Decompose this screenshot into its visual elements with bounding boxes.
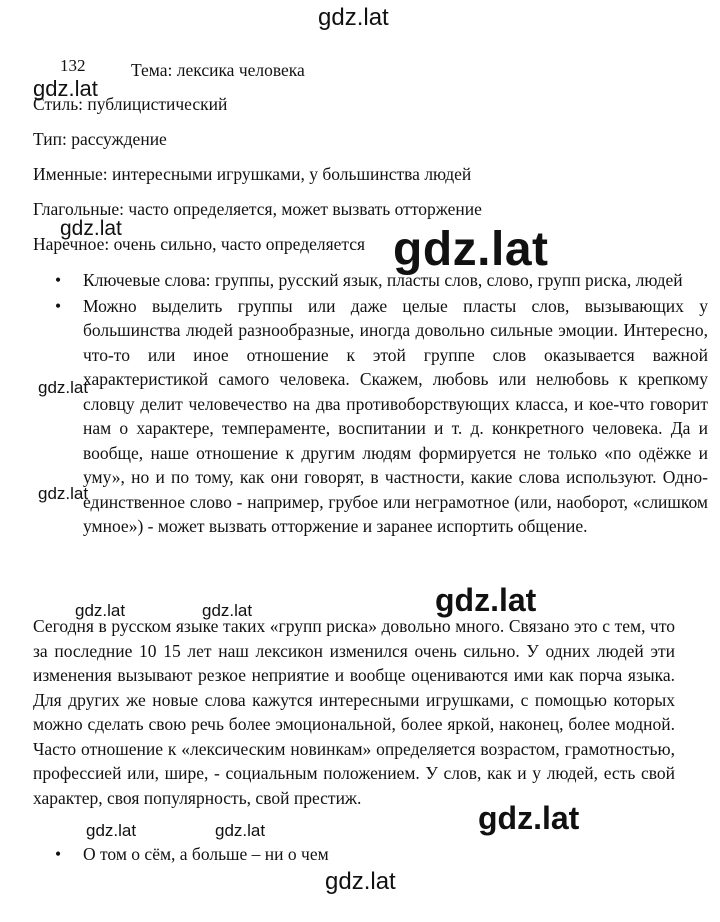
bullet-text: Ключевые слова: группы, русский язык, пласты слов, слово, групп риска, людей xyxy=(83,270,683,290)
watermark-left-3: gdz.lat xyxy=(38,378,89,397)
bullet-dot: • xyxy=(55,844,62,864)
watermark-big-2: gdz.lat xyxy=(435,582,537,618)
watermark-left-1: gdz.lat xyxy=(33,76,98,101)
watermark-left-4: gdz.lat xyxy=(38,484,89,503)
watermark-left-8: gdz.lat xyxy=(215,821,266,840)
bullet-text: Можно выделить группы или даже целые пласты слов, вызывающих у большинства людей разнообразные, иногда довольно сильные эмоции. Интересно, что-то или иное отношение к этой группе слов оказывается важной характеристикой самого человека. Скажем, любовь или нелюбовь к крепкому словцу делит человечество на два противоборствующих класса, и кое-что говорит нам о характере, темпераменте, воспитании и т. д. конкретного человека. Да и вообще, наше отношение к другим людям формируется не только «по одёжке и уму», но и по тому, как они говорят, в частности, какие слова используют. Одно-единственное слово - например, грубое или неграмотное (или, наоборот, «слишком умное») - может вызвать отторжение и заранее испортить общение. xyxy=(83,295,708,536)
main-paragraph: Сегодня в русском языке таких «групп риска» довольно много. Связано это с тем, что за последние 10 15 лет наш лексикон изменился очень сильно. У одних людей эти изменения вызывают резкое неприятие и вообще оцениваются ими как порча языка. Для других же новые слова кажутся интересными игрушками, с помощью которых можно сделать свою речь более эмоциональной, более яркой, наконец, более модной. Часто отношение к «лексическим новинкам» определяется возрастом, грамотностью, профессией или, шире, - социальным положением. У слов, как и у людей, есть свой характер, своя популярность, свой престиж. xyxy=(33,616,675,808)
bullet-item-last xyxy=(33,842,708,867)
bullet-text: О том о сём, а больше – ни о чем xyxy=(83,844,329,864)
watermark-left-2: gdz.lat xyxy=(60,217,122,240)
watermark-left-5: gdz.lat xyxy=(75,601,126,620)
watermark-big-1: gdz.lat xyxy=(393,223,549,276)
style-line: Стиль: публицистический xyxy=(33,94,228,114)
type-line: Тип: рассуждение xyxy=(33,129,167,149)
watermark-bottom: gdz.lat xyxy=(325,868,396,895)
nominal-line: Именные: интересными игрушками, у большинства людей xyxy=(33,164,472,184)
topic-line: Тема: лексика человека xyxy=(131,60,305,80)
bullet-list-2 xyxy=(33,842,708,867)
watermark-left-7: gdz.lat xyxy=(86,821,137,840)
bullet-item-keywords xyxy=(33,268,708,293)
bullet-dot: • xyxy=(55,295,62,316)
bullet-list xyxy=(33,268,708,539)
watermark-big-3: gdz.lat xyxy=(478,800,580,836)
adverbial-line: Наречное: очень сильно, часто определяется xyxy=(33,234,366,254)
bullet-dot: • xyxy=(55,270,62,290)
verbal-line: Глагольные: часто определяется, может вызвать отторжение xyxy=(33,199,482,219)
watermark-top: gdz.lat xyxy=(318,4,389,31)
bullet-item-text xyxy=(33,294,708,539)
page-number: 132 xyxy=(60,56,86,75)
watermark-left-6: gdz.lat xyxy=(202,601,253,620)
